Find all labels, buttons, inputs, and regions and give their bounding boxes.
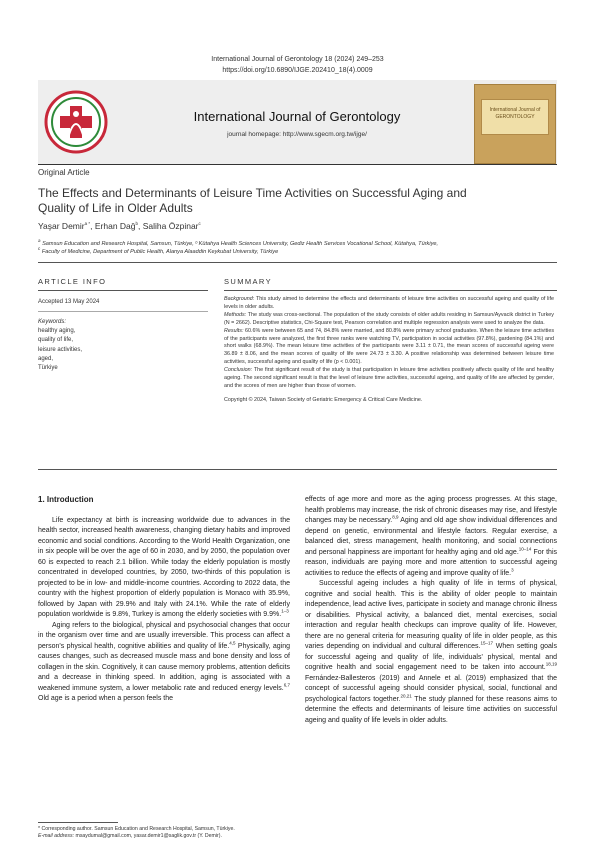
citation-ref[interactable]: 15–17 [480, 640, 493, 646]
footnote-rule [38, 822, 118, 823]
summary-heading: SUMMARY [224, 277, 272, 286]
society-logo [38, 80, 114, 164]
cover-title: International Journal of GERONTOLOGY [489, 107, 541, 120]
summary-rule [224, 290, 557, 291]
keyword: healthy aging, [38, 328, 76, 335]
affiliation-1: Samsun Education and Research Hospital, Samsun, Türkiye, ᵇ Kütahya Health Sciences University, Gediz Health Services Vocational School, Kütahya, Türkiye, [42, 241, 439, 247]
citation-ref[interactable]: 4,5 [229, 640, 236, 646]
results-text: 60.6% were between 65 and 74, 84.8% were married, and 80.8% were primary school graduates. When the leisure time activities of the participants were analyzed, the first three ranks were watching TV, participation in social activities (97.8%), gardening (84.1%) and short walks (68.9%). The mean leisure time activities of the participants were 3.11 ± 0.71, the mean scores of successful ageing were 36.89 ± 8.06, and the mean scores of quality of life were 24.73 ± 3.30. A positive relationship was determined between leisure time activities, successful ageing and quality of life (p < 0.001). [224, 327, 555, 366]
author-name: Yaşar Demir [38, 221, 85, 231]
author-list: Yaşar Demir$^{a *}$, Erhan Dağ$^b$, Saliha Özpinar$^c$ [38, 221, 201, 231]
affiliation-divider [38, 262, 557, 263]
banner-divider [38, 164, 557, 165]
title-line-2: Quality of Life in Older Adults [38, 200, 193, 215]
keyword: quality of life, [38, 337, 74, 344]
citation-ref[interactable]: 6,7 [283, 682, 290, 688]
citation-ref[interactable]: 10–14 [518, 546, 532, 552]
citation-ref[interactable]: 18,19 [545, 661, 557, 667]
paragraph-text: Aging and old age show individual differences and depend on genetic, environmental and lifestyle factors. Regular exercise, a balanced diet, stress management, health monitoring, and social connections and personal happiness are important for healthy aging and old age. [305, 517, 557, 556]
keyword: Türkiye [38, 365, 58, 372]
keyword: leisure activities, [38, 346, 83, 353]
paragraph-text: The study planned for these reasons aims to determine the effects and determinants of leisure time activities on successful ageing and quality of life levels in older adults. [305, 695, 558, 724]
email-label: E-mail address: [38, 833, 75, 839]
affiliation-2: Faculty of Medicine, Department of Public Health, Alanya Alaaddin Keykubat University, Türkiye [41, 249, 279, 255]
title-line-1: The Effects and Determinants of Leisure Time Activities on Successful Aging and [38, 186, 467, 200]
paragraph-text: Old age is a period when a person feels the [38, 695, 174, 702]
paragraph [38, 621, 290, 705]
background-text: This study aimed to determine the effects and determinants of leisure time activities on successful ageing and quality of life levels in older adults. [224, 296, 554, 310]
keywords-label: Keywords: [38, 319, 67, 325]
citation-ref[interactable]: 8,9 [392, 514, 399, 520]
paragraph [305, 579, 557, 726]
paragraph-text: Successful ageing includes a high quality of life in terms of physical, cognitive and social health. This is the ability of older people to maintain independence, lead active lives, participate in society and manage chronic illness or disabilities. Physical activity, a balanced diet, mental exercises, social interaction and regular health checkups can improve quality of life. However, there are no general criteria for measuring quality of life in older people, as this varies depending on individual and cultural differences. [305, 580, 557, 650]
doi-link[interactable]: https://doi.org/10.6890/IJGE.202410_18(4).0009 [222, 67, 373, 74]
journal-citation: International Journal of Gerontology 18 (2024) 249–253 [211, 56, 384, 63]
citation-ref[interactable]: 20,21 [400, 693, 412, 699]
keywords-rule [38, 311, 208, 312]
paragraph-text: For this reason, individuals are paying more and more attention to successful ageing activities to reduce the effects of ageing and improve quality of life. [305, 548, 557, 577]
journal-name: International Journal of Gerontology [193, 109, 401, 124]
paragraph [38, 516, 290, 621]
abstract [224, 296, 554, 405]
section-heading: 1. Introduction [38, 495, 94, 504]
keyword: aged, [38, 355, 54, 362]
keywords-block [38, 318, 178, 373]
affil-sup: a [38, 238, 41, 244]
footnote-email [38, 833, 290, 841]
paragraph-text: Physically, aging causes changes, such as decreased muscle mass and bone density and loss of collagen in the skin. Cognitively, it can cause memory problems, attention deficits and a decrease in thinking speed. In addition, aging is associated with a weakened immune system, a lower metabolic rate and reduced energy levels. [38, 642, 290, 692]
citation-ref[interactable]: 3 [511, 567, 514, 573]
summary-bottom-rule [38, 469, 557, 470]
paragraph-text: Fernández-Ballesteros (2019) and Annele et al. (2019) emphasized that the concept of successful ageing should consider physical, social, functional and psychological factors together. [305, 674, 557, 703]
article-info-rule [38, 290, 208, 291]
citation-ref[interactable]: 1–3 [281, 608, 289, 614]
conclusion-label: Conclusion: [224, 367, 253, 374]
author-name: Saliha Özpinar [142, 221, 199, 231]
author-sup: c [198, 221, 201, 227]
affil-sup: c [38, 246, 41, 252]
article-title [38, 186, 558, 215]
accepted-date: Accepted 13 May 2024 [38, 299, 100, 305]
journal-homepage[interactable]: journal homepage: http://www.sgecm.org.tw/ijge/ [227, 131, 367, 138]
body-right-column [305, 495, 557, 726]
background-label: Background: [224, 296, 255, 302]
paragraph-text: Aging refers to the biological, physical and psychosocial changes that occur in the organism over time and are usually irreversible. This process can affect a person's physical health, cognitive abilities and quality of life. [38, 621, 290, 650]
author-sup: b [135, 221, 139, 227]
email-addresses[interactable]: msaydumal@gmail.com, yasar.demir1@saglik.gov.tr (Y. Demir). [75, 833, 222, 839]
paragraph-text: effects of age more and more as the aging process progresses. At this stage, health problems may increase, the risk of chronic diseases may rise, and lifestyle changes may be necessary. [305, 496, 557, 524]
results-label: Results: [224, 327, 244, 334]
journal-cover-image [474, 84, 556, 164]
paragraph-text: Life expectancy at birth is increasing worldwide due to advances in the health sector, increased health awareness, changing dietary habits and improved economic and social conditions. According to the World Health Organization, one in six people will be over the age of 60 in 2030, and by 2050, the population over 60 is expected to reach 2.1 billion. While today the elderly population is mostly concentrated in developed countries, by 2050, two-thirds of this population is projected to be in low- and middle-income countries. According to 2022 data, the country with the highest proportion of elderly population is Monaco with 35.9%, followed by Japan with 29.9% and Italy with 24.1%. While the rate of elderly population worldwide is 9.8%, Turkey is among the elderly societies with 9.9%. [38, 516, 290, 618]
corresponding-author: * Corresponding author. Samsun Education and Research Hospital, Samsun, Türkiye. [38, 826, 235, 832]
author-name: Erhan Dağ [94, 221, 136, 231]
article-info-heading: ARTICLE INFO [38, 277, 107, 286]
author-sup: a * [84, 221, 91, 227]
conclusion-text: The first significant result of the study is that participation in leisure time activities positively affects quality of life and healthy ageing. The second significant result is that the level of leisure time activities, successful ageing, and quality of life are affected by gender, and the scores of men are higher than those of women. [224, 367, 554, 389]
article-type: Original Article [38, 168, 90, 177]
methods-label: Methods: [224, 311, 247, 318]
affiliations [38, 240, 558, 256]
body-left-column [38, 495, 290, 705]
methods-text: The study was cross-sectional. The population of the study consists of older adults residing in Samsun/Ayvacik district in Turkey (N = 2662). Descriptive statistics, Chi-Square test, Pearson correlation and multiple regression analysis were used to analyze the data. [224, 311, 554, 326]
copyright: Copyright © 2024, Taiwan Society of Geriatric Emergency & Critical Care Medicine. [224, 396, 423, 403]
paragraph-text: When setting goals for successful ageing and quality of life, individuals' physical, mental and cognitive health and social engagement need to be taken into account. [305, 643, 557, 671]
paragraph [305, 495, 557, 579]
